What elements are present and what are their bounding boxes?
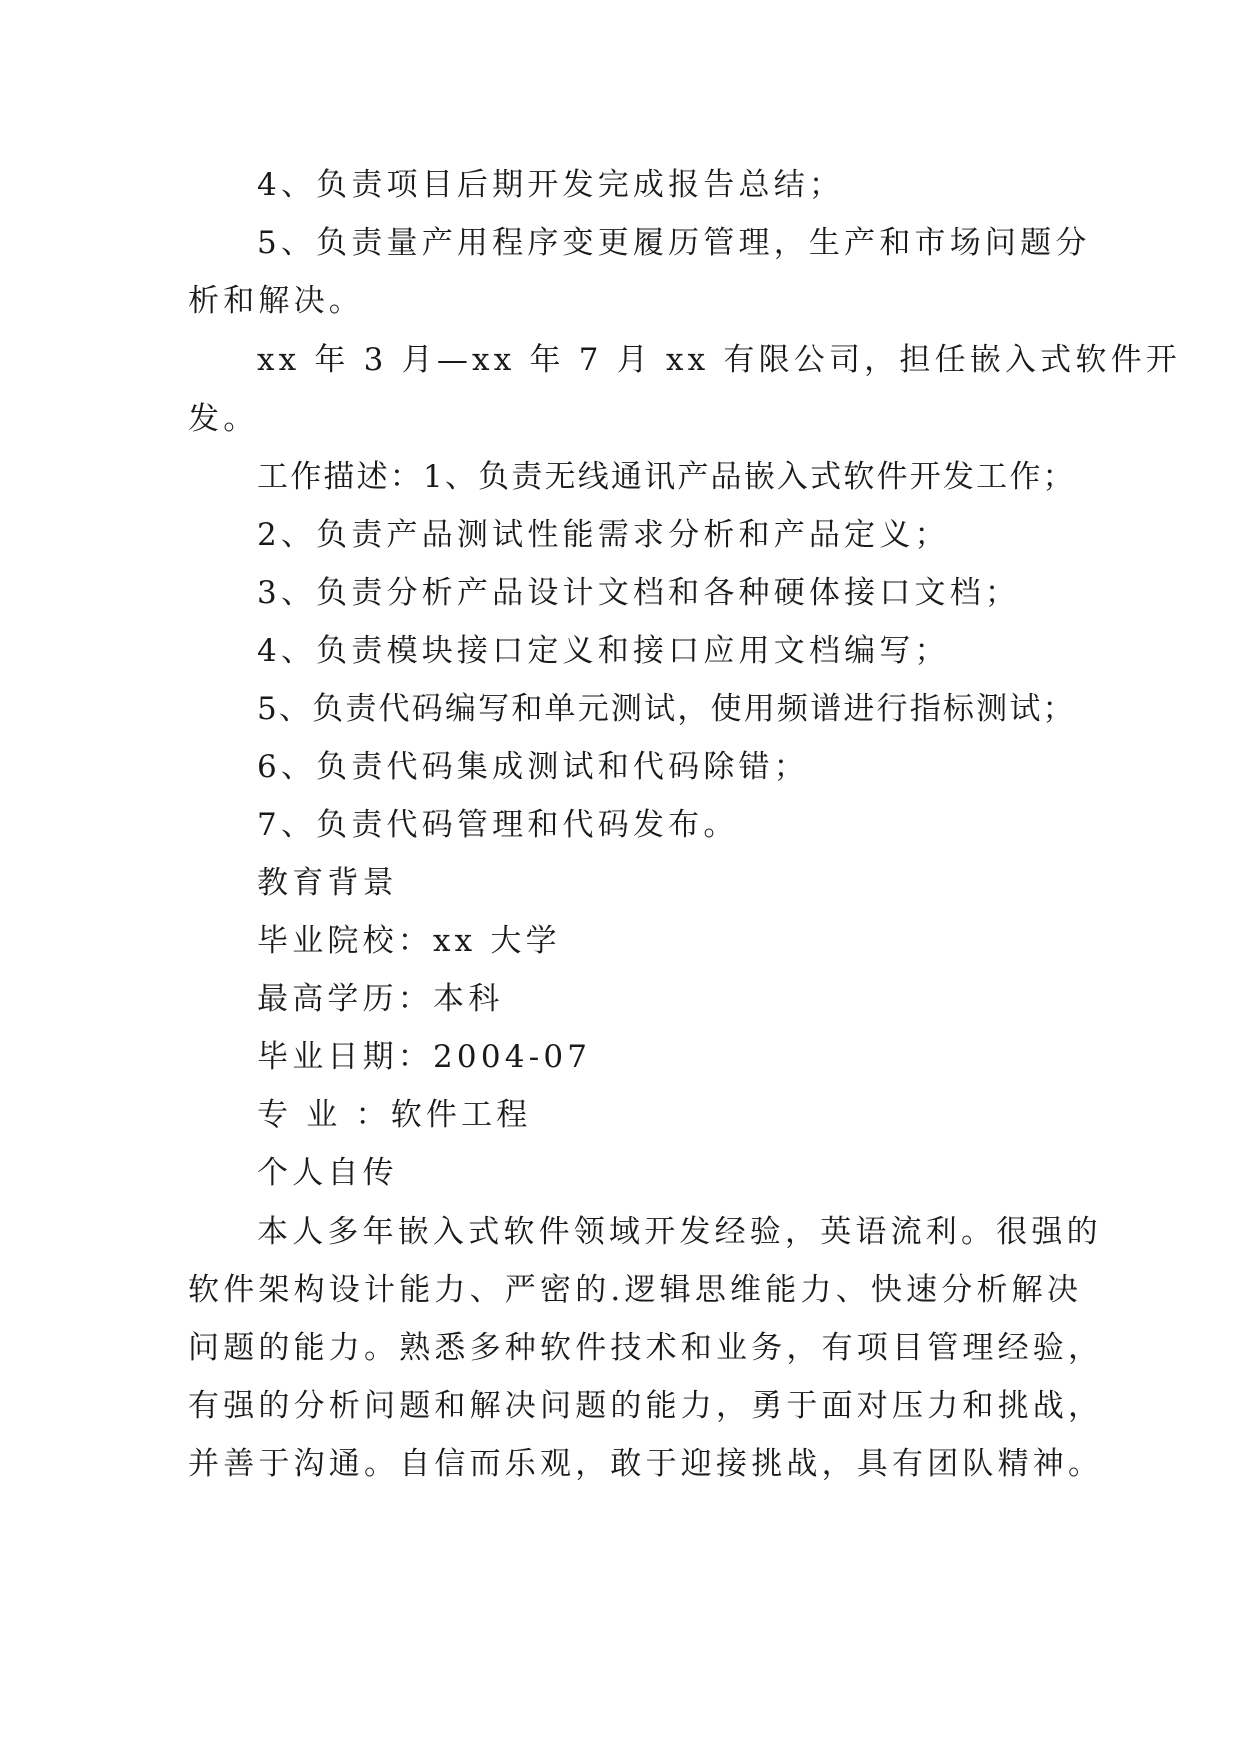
self-introduction-heading: 个人自传 — [257, 1155, 398, 1191]
education-graduation-date: 毕业日期：2004-07 — [257, 1039, 592, 1075]
job-period-heading-continued: 发。 — [188, 401, 259, 437]
education-heading: 教育背景 — [257, 865, 398, 901]
job-description-item-4: 4、负责模块接口定义和接口应用文档编写； — [257, 633, 950, 669]
job-period-heading: xx 年 3 月—xx 年 7 月 xx 有限公司，担任嵌入式软件开 — [257, 342, 1181, 378]
work-duty-item-4: 4、负责项目后期开发完成报告总结； — [257, 167, 845, 203]
self-introduction-line: 问题的能力。熟悉多种软件技术和业务，有项目管理经验， — [188, 1330, 1104, 1366]
education-school: 毕业院校：xx 大学 — [257, 923, 561, 959]
self-introduction-line: 有强的分析问题和解决问题的能力，勇于面对压力和挑战， — [188, 1388, 1104, 1424]
job-description-item-5: 5、负责代码编写和单元测试，使用频谱进行指标测试； — [257, 691, 1076, 727]
education-major: 专 业 ：软件工程 — [257, 1097, 532, 1133]
education-degree: 最高学历：本科 — [257, 981, 504, 1017]
self-introduction-line: 本人多年嵌入式软件领域开发经验，英语流利。很强的 — [257, 1214, 1102, 1250]
job-description-item-1: 工作描述：1、负责无线通讯产品嵌入式软件开发工作； — [257, 459, 1076, 495]
job-description-item-2: 2、负责产品测试性能需求分析和产品定义； — [257, 517, 950, 553]
work-duty-item-5: 5、负责量产用程序变更履历管理，生产和市场问题分 — [257, 225, 1091, 261]
self-introduction-line: 并善于沟通。自信而乐观，敢于迎接挑战，具有团队精神。 — [188, 1446, 1104, 1482]
job-description-item-6: 6、负责代码集成测试和代码除错； — [257, 749, 809, 785]
job-description-item-3: 3、负责分析产品设计文档和各种硬体接口文档； — [257, 575, 1021, 611]
job-description-item-7: 7、负责代码管理和代码发布。 — [257, 807, 739, 843]
self-introduction-line: 软件架构设计能力、严密的.逻辑思维能力、快速分析解决 — [188, 1272, 1083, 1308]
work-duty-item-5-continued: 析和解决。 — [188, 283, 364, 319]
